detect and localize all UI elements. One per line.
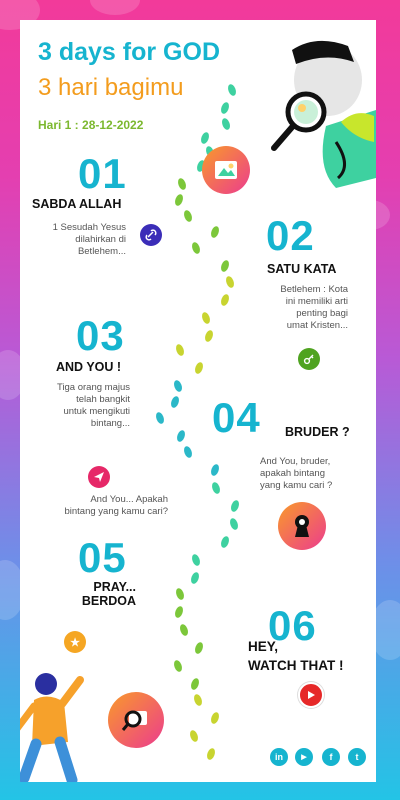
youtube-icon[interactable]: ▶ bbox=[295, 748, 313, 766]
footprint bbox=[175, 587, 186, 601]
footprint bbox=[183, 445, 194, 459]
footprint bbox=[190, 571, 201, 585]
footprint bbox=[201, 311, 212, 325]
date-label: Hari 1 : 28-12-2022 bbox=[38, 118, 144, 132]
key-icon[interactable] bbox=[298, 348, 320, 370]
footprint bbox=[211, 481, 222, 495]
step-01-heading: SABDA ALLAH bbox=[32, 197, 122, 211]
footprint bbox=[191, 553, 202, 567]
keyhole-icon bbox=[278, 502, 326, 550]
footprint bbox=[176, 429, 187, 443]
footprint bbox=[155, 411, 166, 425]
step-03-number: 03 bbox=[76, 312, 125, 359]
bg-blob bbox=[90, 0, 140, 15]
footprint bbox=[174, 193, 185, 207]
photo-search-icon bbox=[108, 692, 164, 748]
footprint bbox=[174, 605, 185, 619]
footprint bbox=[173, 659, 184, 673]
step-02-number: 02 bbox=[266, 212, 315, 259]
play-icon[interactable] bbox=[298, 682, 324, 708]
step-04-heading: BRUDER ? bbox=[285, 425, 350, 439]
star-icon[interactable]: ★ bbox=[64, 631, 86, 653]
person-reaching-illustration bbox=[20, 660, 92, 782]
step-06-number: 06 bbox=[268, 602, 317, 649]
footprint bbox=[230, 499, 241, 513]
footprint bbox=[170, 395, 181, 409]
footprint bbox=[190, 677, 201, 691]
link-icon[interactable] bbox=[140, 224, 162, 246]
footprint bbox=[189, 729, 200, 743]
footprint bbox=[220, 293, 231, 307]
footprint bbox=[221, 117, 232, 131]
footprint bbox=[179, 623, 190, 637]
step-03-question: And You... Apakah bintang yang kamu cari? bbox=[64, 494, 168, 517]
twitter-icon[interactable]: t bbox=[348, 748, 366, 766]
footprint bbox=[194, 361, 205, 375]
magnifier-character-illustration bbox=[256, 38, 376, 188]
footprint bbox=[194, 641, 205, 655]
footprint bbox=[220, 101, 231, 115]
step-05-number: 05 bbox=[78, 534, 127, 581]
page-title: 3 days for GOD bbox=[38, 38, 220, 66]
footprint bbox=[193, 693, 204, 707]
footprint bbox=[210, 225, 221, 239]
linkedin-icon[interactable]: in bbox=[270, 748, 288, 766]
footprint bbox=[177, 177, 188, 191]
footprint bbox=[204, 329, 215, 343]
step-02-description: Betlehem : Kota ini memiliki arti penting bagi umat Kristen... bbox=[280, 284, 348, 331]
step-03-heading: AND YOU ! bbox=[56, 360, 122, 374]
footprint bbox=[229, 517, 240, 531]
footprint bbox=[173, 379, 184, 393]
step-05-heading: PRAY... BERDOA bbox=[81, 580, 136, 608]
footprint bbox=[220, 259, 231, 273]
step-02-heading: SATU KATA bbox=[267, 262, 337, 276]
poster-card bbox=[20, 20, 376, 782]
step-06-heading: HEY, WATCH THAT ! bbox=[248, 639, 344, 673]
footprint bbox=[210, 463, 221, 477]
step-04-description: And You, bruder, apakah bintang yang kamu cari ? bbox=[260, 456, 333, 491]
footprint bbox=[225, 275, 236, 289]
facebook-icon[interactable]: f bbox=[322, 748, 340, 766]
footprint bbox=[206, 747, 217, 761]
footprint bbox=[210, 711, 221, 725]
footprint bbox=[200, 131, 211, 145]
step-01-description: 1 Sesudah Yesus dilahirkan di Betlehem... bbox=[52, 222, 126, 257]
footprint bbox=[220, 535, 231, 549]
footprint bbox=[175, 343, 186, 357]
step-04-number: 04 bbox=[212, 394, 261, 441]
footprint bbox=[191, 241, 202, 255]
photo-gallery-icon bbox=[202, 146, 250, 194]
send-icon[interactable] bbox=[88, 466, 110, 488]
page-subtitle: 3 hari bagimu bbox=[38, 74, 184, 101]
step-03-description: Tiga orang majus telah bangkit untuk mengikuti bintang... bbox=[56, 382, 130, 429]
footprint bbox=[183, 209, 194, 223]
footprint bbox=[227, 83, 238, 97]
step-01-number: 01 bbox=[78, 150, 127, 197]
